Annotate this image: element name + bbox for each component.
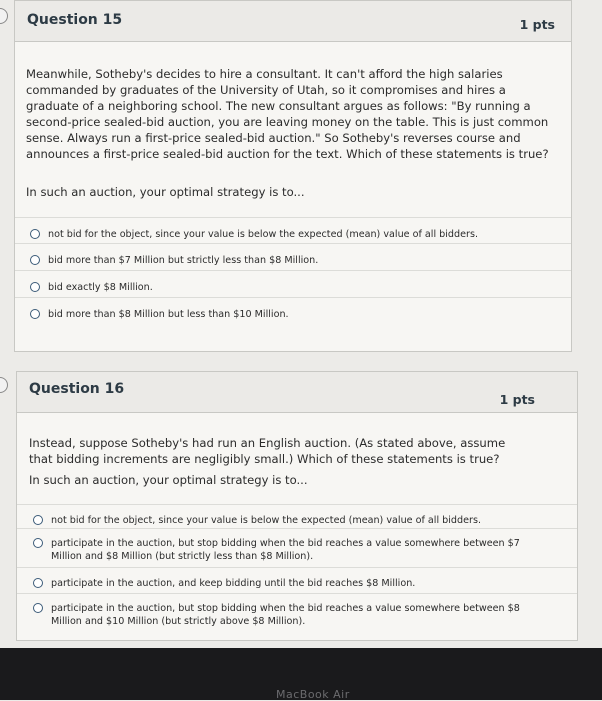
answer-option[interactable] xyxy=(17,593,577,628)
question-15-prompt: Meanwhile, Sotheby's decides to hire a consultant. It can't afford the high salaries commanded by graduates of the University of Utah, so it compromises and hires a graduate of a neighboring school. The new consultant argues as follows: "By running a second-price sealed-bid auction, you are leaving money on the table. This is just common sense. Always run a first-price sealed-bid auction." So Sotheby's reverses course and announces a first-price sealed-bid auction for the text. Which of these statements is true? xyxy=(26,67,549,161)
answer-option[interactable] xyxy=(17,528,577,563)
question-16-prompt: Instead, suppose Sotheby's had run an English auction. (As stated above, assume that bidding increments are negligibly small.) Which of these statements is true? xyxy=(29,436,506,466)
question-15-title: Question 15 xyxy=(27,12,123,28)
radio-button[interactable] xyxy=(30,309,40,319)
answer-option[interactable] xyxy=(17,504,577,527)
question-16-title: Question 16 xyxy=(29,381,125,397)
answer-text: bid exactly $8 Million. xyxy=(48,282,153,293)
question-15-lead: In such an auction, your optimal strategy is to... xyxy=(26,185,305,199)
radio-button[interactable] xyxy=(33,578,43,588)
radio-button[interactable] xyxy=(30,255,40,265)
question-15-card xyxy=(14,0,572,352)
question-16-points: 1 pts xyxy=(499,392,535,407)
answer-text: participate in the auction, but stop bidding when the bid reaches a value somewhere between $8 Million and $10 Million (but strictly above $8 Million). xyxy=(51,603,520,627)
answer-option[interactable] xyxy=(15,297,571,321)
question-15-points: 1 pts xyxy=(519,17,555,32)
answer-text: bid more than $7 Million but strictly less than $8 Million. xyxy=(48,255,319,266)
question-16-body xyxy=(17,413,577,640)
question-16-flag-marker[interactable] xyxy=(0,377,8,393)
answer-text: participate in the auction, but stop bidding when the bid reaches a value somewhere between $7 Million and $8 Million (but strictly less than $8 Million). xyxy=(51,538,520,562)
answer-option[interactable] xyxy=(15,270,571,294)
radio-button[interactable] xyxy=(33,515,43,525)
answer-text: not bid for the object, since your value is below the expected (mean) value of all bidders. xyxy=(51,515,481,526)
answer-option[interactable] xyxy=(15,243,571,267)
question-16-header xyxy=(17,372,577,413)
question-15-flag-marker[interactable] xyxy=(0,8,8,24)
radio-button[interactable] xyxy=(30,282,40,292)
question-15-body xyxy=(15,42,571,351)
question-16-lead: In such an auction, your optimal strategy is to... xyxy=(29,473,308,487)
question-15-header xyxy=(15,1,571,42)
answer-text: bid more than $8 Million but less than $10 Million. xyxy=(48,309,289,320)
radio-button[interactable] xyxy=(30,229,40,239)
radio-button[interactable] xyxy=(33,603,43,613)
question-16-card xyxy=(16,371,578,641)
answer-text: participate in the auction, and keep bidding until the bid reaches $8 Million. xyxy=(51,578,416,589)
answer-option[interactable] xyxy=(17,567,577,590)
answer-option[interactable] xyxy=(15,217,571,241)
laptop-model-label: MacBook Air xyxy=(276,688,350,701)
answer-text: not bid for the object, since your value is below the expected (mean) value of all bidders. xyxy=(48,229,478,240)
radio-button[interactable] xyxy=(33,538,43,548)
